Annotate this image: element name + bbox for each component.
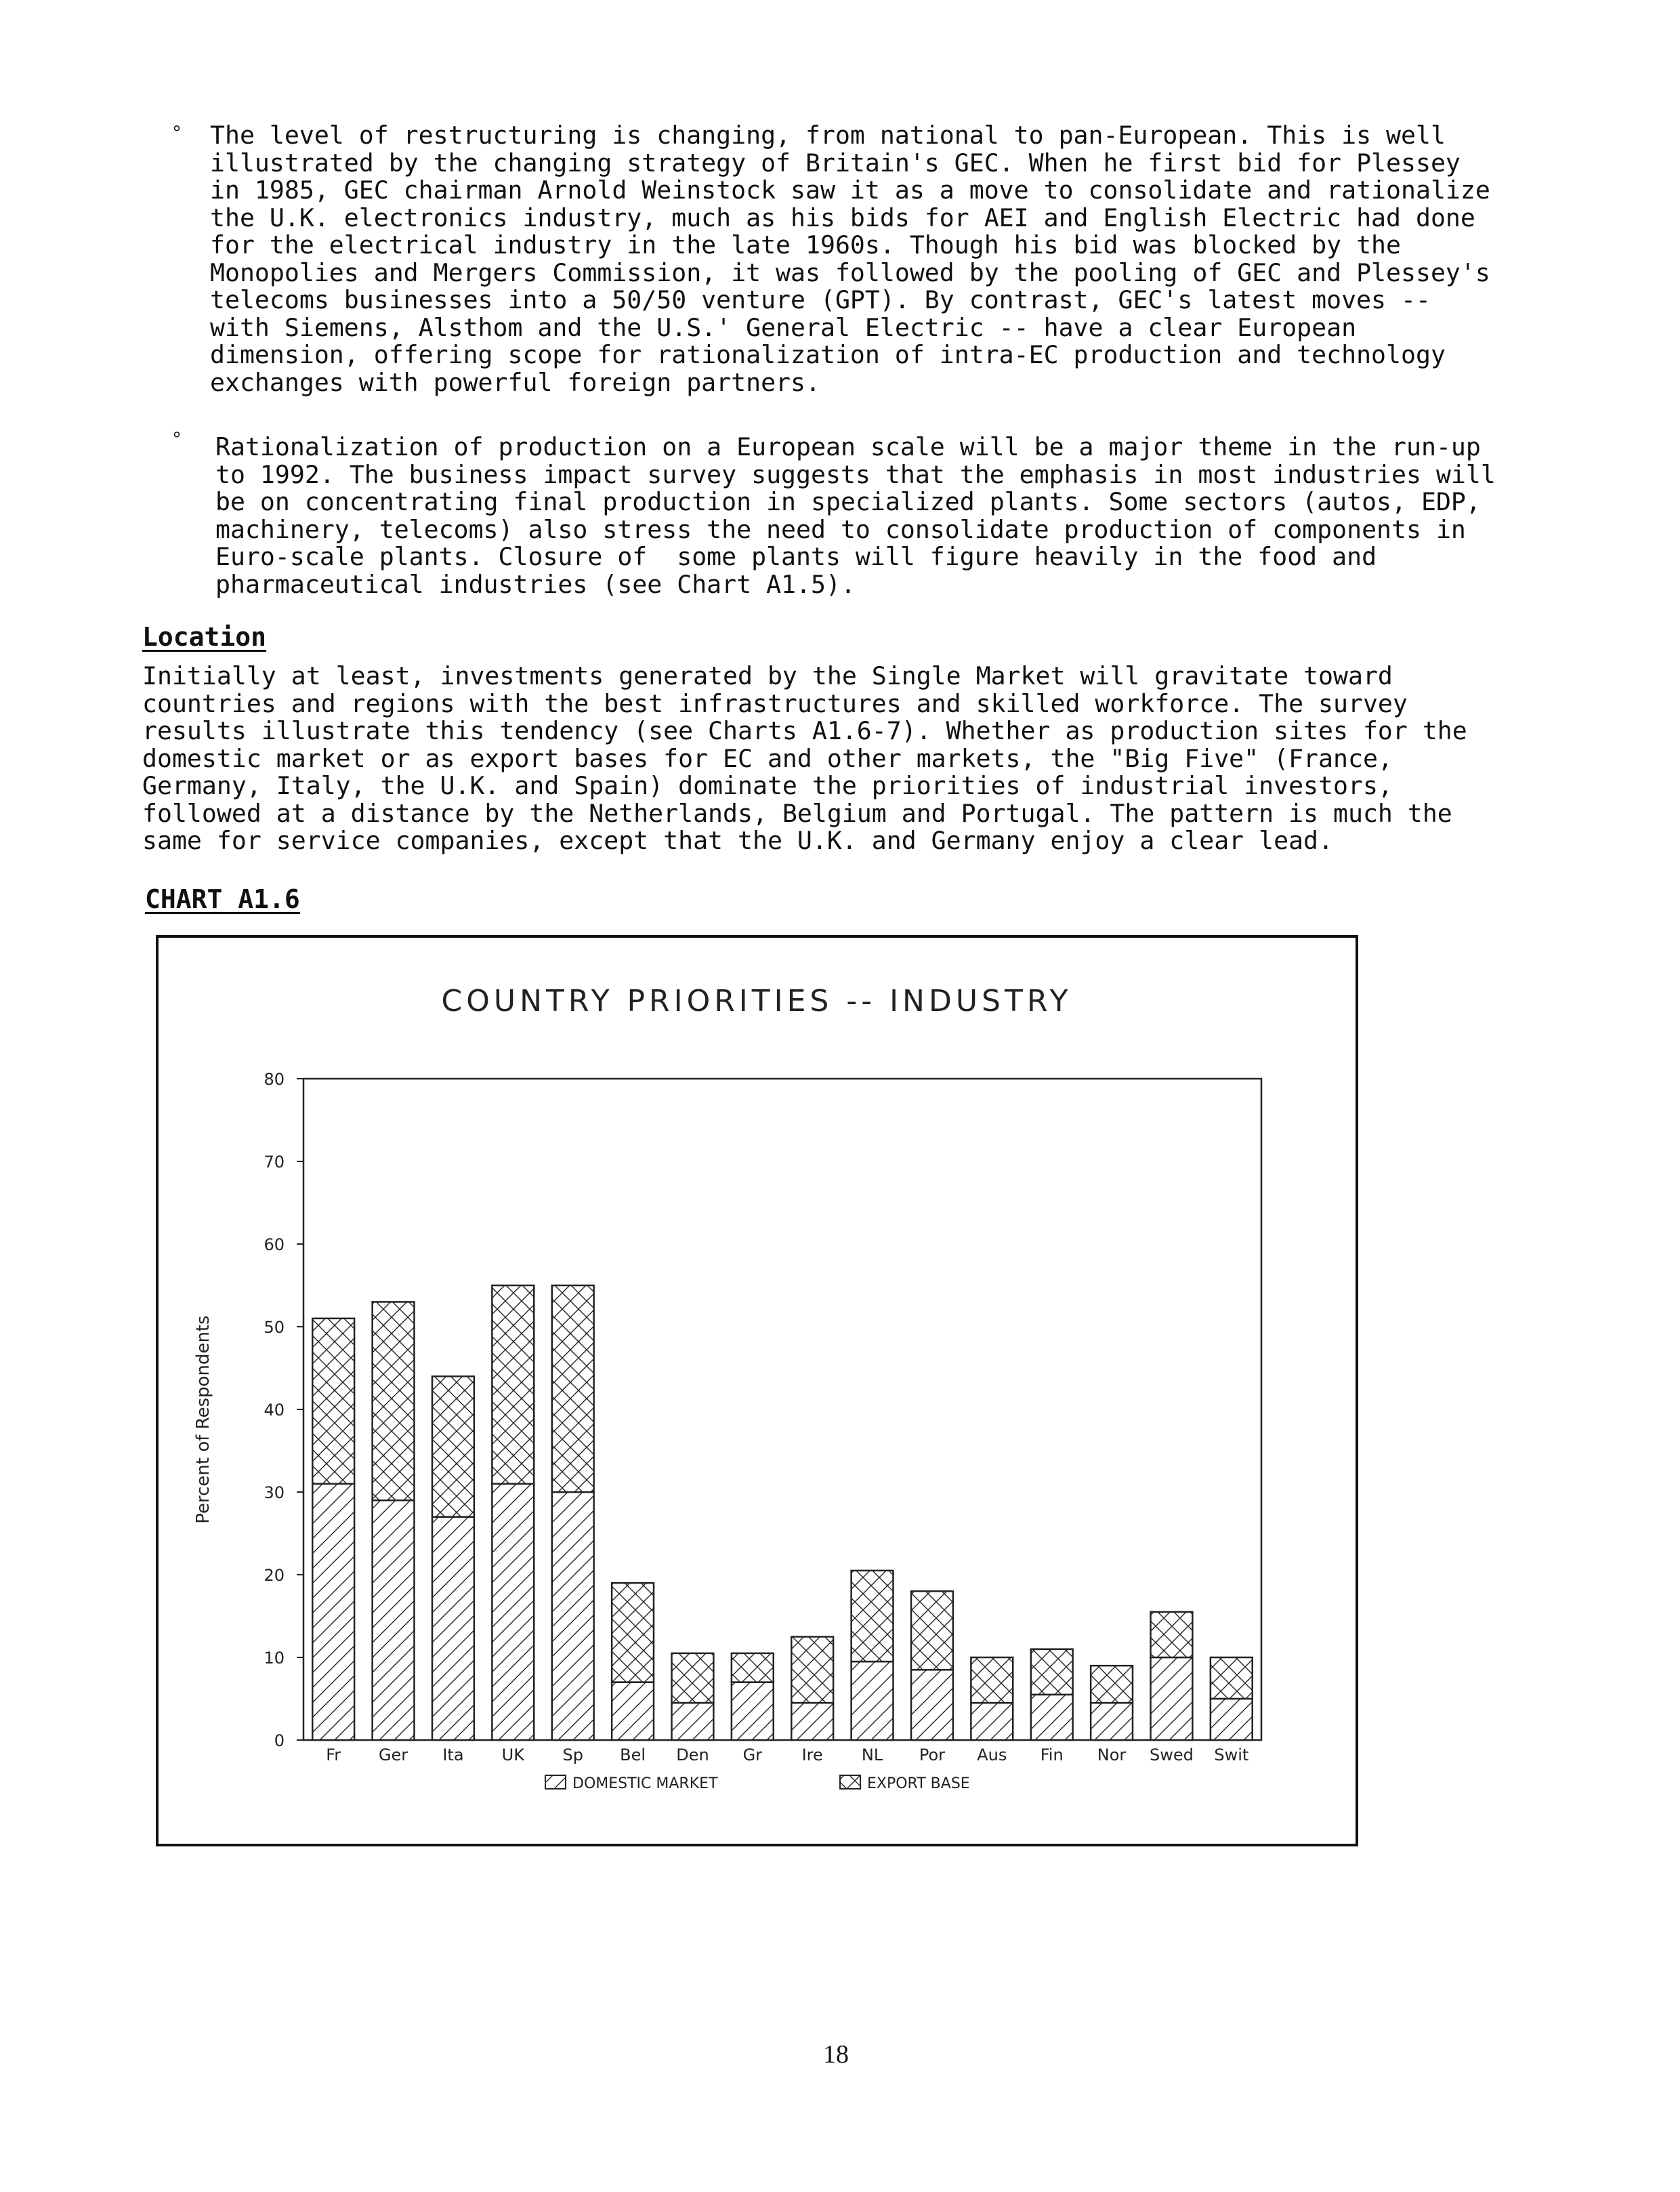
paragraph-rationalization	[215, 434, 1604, 598]
bar-chart	[156, 935, 1358, 1846]
legend	[545, 1775, 970, 1792]
x-tick-label: Fr	[326, 1745, 341, 1764]
paragraph-location	[142, 663, 1565, 855]
y-axis-label: Percent of Respondents	[193, 1315, 213, 1524]
bar-segment-por-export	[911, 1591, 953, 1670]
bar-segment-swit-export	[1211, 1657, 1253, 1699]
y-tick-label: 70	[264, 1153, 285, 1172]
bar-segment-ger-export	[373, 1302, 415, 1500]
bar-segment-swed-export	[1151, 1612, 1193, 1657]
chart-frame	[156, 935, 1358, 1846]
legend-label: EXPORT BASE	[867, 1775, 970, 1792]
bar-segment-uk-domestic	[492, 1484, 534, 1740]
bar-segment-fr-export	[312, 1319, 354, 1484]
bar-segment-ger-domestic	[373, 1500, 415, 1740]
text-line: the U.K. electronics industry, much as his bids for AEI and English Electric had done	[210, 203, 1475, 232]
text-line: to 1992. The business impact survey suggests that the emphasis in most industries will	[215, 459, 1496, 489]
bar-segment-uk-export	[492, 1285, 534, 1484]
bar-segment-ita-domestic	[432, 1517, 474, 1740]
legend-swatch	[545, 1775, 566, 1789]
text-line: countries and regions with the best infrastructures and skilled workforce. The survey	[142, 688, 1408, 718]
legend-label: DOMESTIC MARKET	[572, 1775, 718, 1792]
bar-segment-swit-domestic	[1211, 1699, 1253, 1740]
text-line: be on concentrating final production in specialized plants. Some sectors (autos, EDP,	[215, 487, 1481, 516]
y-tick-label: 0	[274, 1731, 285, 1750]
bar-segment-fr-domestic	[312, 1484, 354, 1740]
x-tick-label: Swed	[1150, 1745, 1194, 1764]
bar-segment-aus-domestic	[971, 1703, 1013, 1740]
bars	[312, 1285, 1252, 1740]
x-tick-label: Nor	[1097, 1745, 1127, 1764]
x-tick-label: Swit	[1214, 1745, 1249, 1764]
y-tick-label: 60	[264, 1235, 285, 1254]
text-line: pharmaceutical industries (see Chart A1.5).	[215, 569, 856, 599]
chart-title: COUNTRY PRIORITIES -- INDUSTRY	[441, 984, 1072, 1018]
x-tick-label: UK	[501, 1745, 524, 1764]
text-line: The level of restructuring is changing, from national to pan-European. This is well	[210, 121, 1446, 150]
bar-segment-por-domestic	[911, 1670, 953, 1740]
chart-heading: CHART A1.6	[145, 884, 300, 914]
text-line: with Siemens, Alsthom and the U.S.' General Electric -- have a clear European	[210, 312, 1357, 342]
paragraph-restructuring	[210, 122, 1599, 396]
x-tick-label: NL	[861, 1745, 883, 1764]
bar-segment-nor-domestic	[1091, 1703, 1133, 1740]
x-tick-label: Por	[919, 1745, 946, 1764]
bar-segment-den-export	[672, 1653, 714, 1703]
x-tick-label: Gr	[742, 1745, 763, 1764]
y-tick-label: 30	[264, 1483, 285, 1502]
text-line: in 1985, GEC chairman Arnold Weinstock saw it as a move to consolidate and rationalize	[210, 175, 1490, 205]
text-line: Rationalization of production on a European scale will be a major theme in the run-up	[215, 432, 1481, 461]
bar-segment-nl-domestic	[852, 1661, 894, 1740]
x-tick-label: Aus	[977, 1745, 1007, 1764]
bar-segment-nl-export	[852, 1571, 894, 1661]
bar-segment-ita-export	[432, 1376, 474, 1516]
y-tick-label: 80	[264, 1070, 285, 1089]
x-tick-label: Ger	[378, 1745, 408, 1764]
x-tick-label: Den	[676, 1745, 709, 1764]
bar-segment-fin-export	[1031, 1649, 1073, 1695]
bar-segment-gr-domestic	[732, 1682, 774, 1740]
text-line: Monopolies and Mergers Commission, it was followed by the pooling of GEC and Plessey's	[210, 257, 1490, 287]
text-line: results illustrate this tendency (see Charts A1.6-7). Whether as production sites for the	[142, 716, 1467, 745]
bullet-marker: °	[173, 428, 181, 451]
bar-segment-bel-domestic	[612, 1682, 654, 1740]
bar-segment-sp-domestic	[552, 1492, 594, 1740]
bar-segment-bel-export	[612, 1583, 654, 1682]
bar-segment-swed-domestic	[1151, 1657, 1193, 1740]
x-tick-label: Ire	[801, 1745, 823, 1764]
text-line: for the electrical industry in the late 1960s. Though his bid was blocked by the	[210, 230, 1401, 260]
text-line: Germany, Italy, the U.K. and Spain) dominate the priorities of industrial investors,	[142, 771, 1393, 800]
text-line: followed at a distance by the Netherlands, Belgium and Portugal. The pattern is much the	[142, 798, 1452, 828]
text-line: dimension, offering scope for rationalization of intra-EC production and technology	[210, 340, 1446, 369]
bar-segment-aus-export	[971, 1657, 1013, 1703]
bar-segment-sp-export	[552, 1285, 594, 1492]
x-tick-labels	[326, 1745, 1248, 1764]
text-line: illustrated by the changing strategy of Britain's GEC. When he first bid for Plessey	[210, 148, 1461, 178]
y-tick-label: 50	[264, 1318, 285, 1337]
text-line: machinery, telecoms) also stress the need to consolidate production of components in	[215, 514, 1466, 544]
text-line: Euro-scale plants. Closure of some plants will figure heavily in the food and	[215, 542, 1377, 571]
bar-segment-ire-export	[791, 1637, 833, 1703]
text-line: Initially at least, investments generated by the Single Market will gravitate toward	[142, 661, 1393, 690]
text-line: telecoms businesses into a 50/50 venture (GPT). By contrast, GEC's latest moves --	[210, 285, 1431, 314]
page-number: 18	[823, 2040, 849, 2069]
y-tick-label: 10	[264, 1649, 285, 1668]
bar-segment-fin-domestic	[1031, 1695, 1073, 1740]
x-tick-label: Ita	[442, 1745, 464, 1764]
x-tick-label: Bel	[620, 1745, 646, 1764]
bar-segment-gr-export	[732, 1653, 774, 1682]
text-line: exchanges with powerful foreign partners.	[210, 367, 820, 397]
text-line: same for service companies, except that the U.K. and Germany enjoy a clear lead.	[142, 826, 1333, 855]
x-tick-label: Sp	[562, 1745, 583, 1764]
legend-swatch	[840, 1775, 860, 1789]
bullet-marker: °	[173, 122, 181, 144]
bar-segment-nor-export	[1091, 1666, 1133, 1703]
x-tick-label: Fin	[1040, 1745, 1064, 1764]
y-tick-label: 20	[264, 1566, 285, 1585]
y-tick-label: 40	[264, 1401, 285, 1420]
section-heading-location: Location	[142, 622, 267, 652]
bar-segment-ire-domestic	[791, 1703, 833, 1740]
text-line: domestic market or as export bases for EC and other markets, the "Big Five" (France,	[142, 743, 1393, 773]
bar-segment-den-domestic	[672, 1703, 714, 1740]
